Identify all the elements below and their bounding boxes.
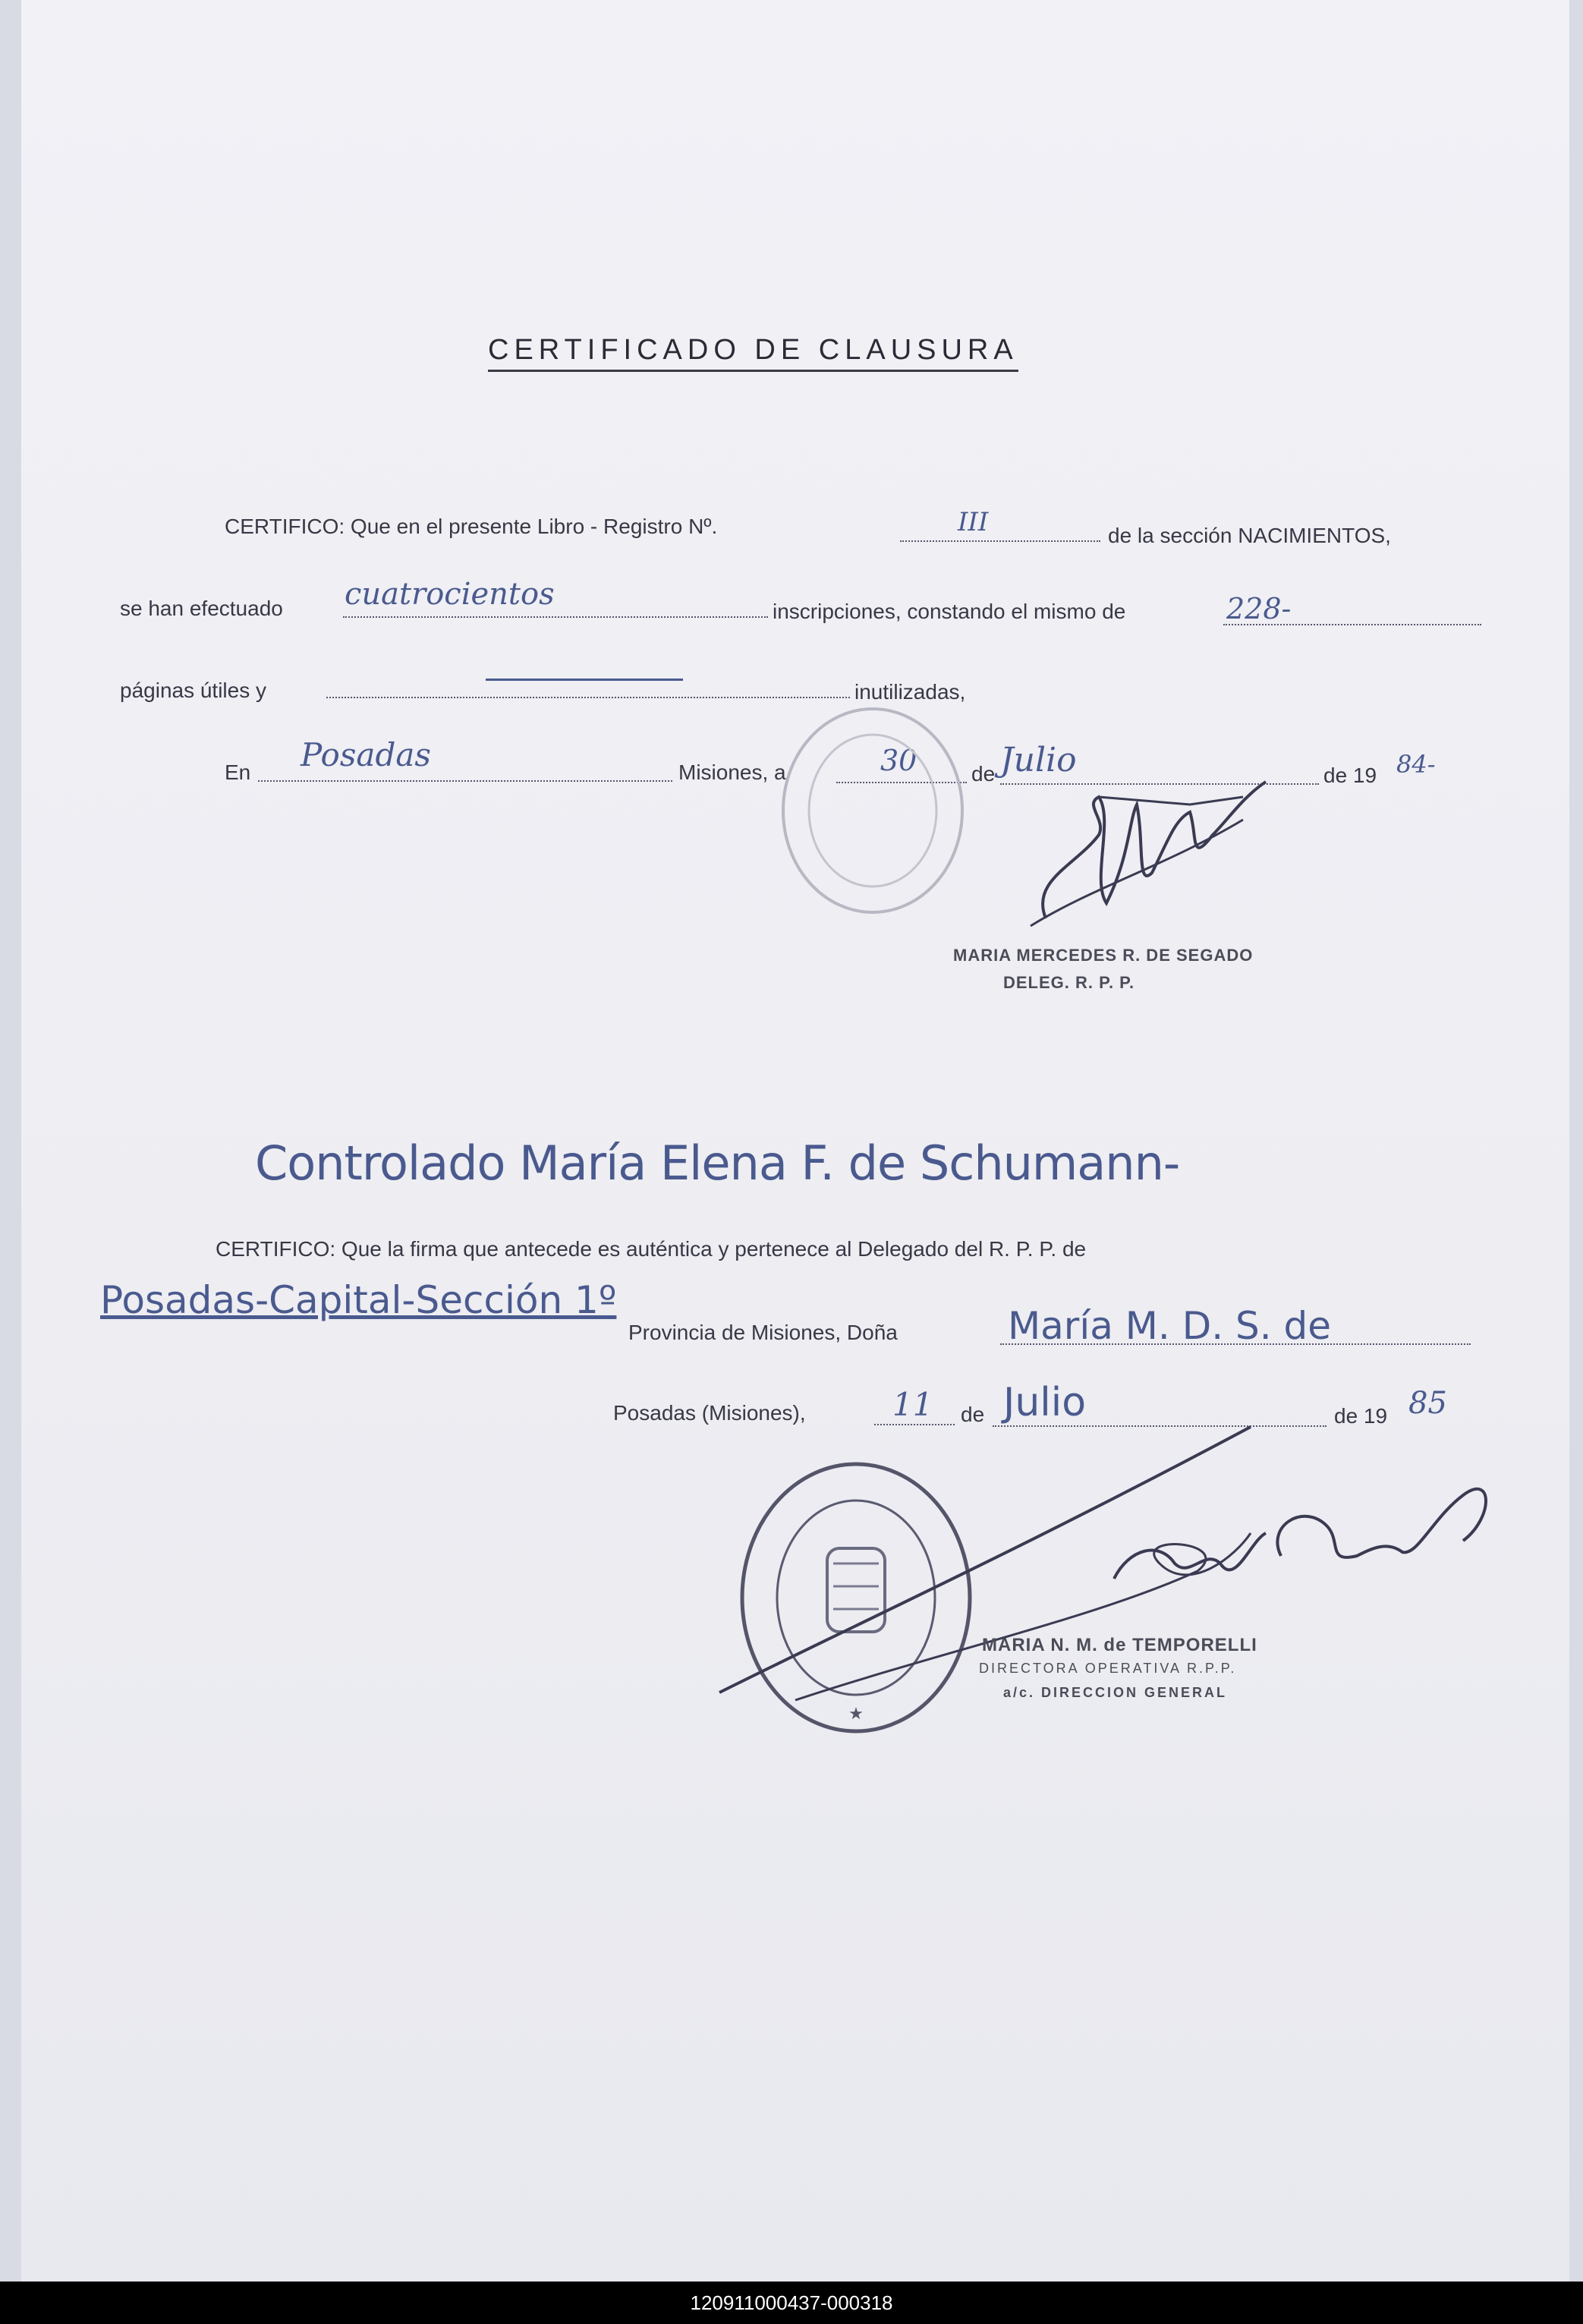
libro-dotted-line — [900, 540, 1100, 542]
signer-role: DIRECTORA OPERATIVA R.P.P. — [979, 1661, 1237, 1676]
stamp-name-1: MARIA MERCEDES R. DE SEGADO — [953, 946, 1254, 965]
libro-numero: III — [958, 507, 989, 537]
libro-line-suffix: de la sección NACIMIENTOS, — [1108, 524, 1391, 547]
round-stamp-1 — [774, 698, 979, 926]
libro-line-prefix: CERTIFICO: Que en el presente Libro - Registro Nº. — [225, 515, 718, 538]
lugar-value: Posadas — [301, 736, 431, 773]
inutilizadas-dotted-line — [326, 697, 850, 698]
inscripciones-dotted-line — [343, 616, 768, 618]
stamp-role-1: DELEG. R. P. P. — [1003, 973, 1135, 992]
paginas-value: 228- — [1226, 592, 1292, 625]
dia-value: 30 — [880, 744, 917, 777]
anio-value: 84- — [1396, 750, 1436, 779]
lugar-dotted-line — [258, 780, 672, 782]
signer-role-2: a/c. DIRECCION GENERAL — [1003, 1685, 1228, 1700]
de19-label-2: de 19 — [1334, 1404, 1388, 1428]
de19-label-1: de 19 — [1323, 764, 1377, 787]
signer-name: MARIA N. M. de TEMPORELLI — [982, 1635, 1257, 1655]
seccion-value: Posadas-Capital-Sección 1º — [100, 1278, 617, 1322]
footer-id: 120911000437-000318 — [0, 2281, 1583, 2324]
de-label-2: de — [961, 1403, 985, 1426]
inscripciones-value: cuatrocientos — [345, 577, 555, 612]
provincia-label: Provincia de Misiones, Doña — [628, 1321, 898, 1344]
inutilizadas-dash — [486, 679, 683, 681]
inscripciones-prefix: se han efectuado — [120, 597, 283, 620]
inscripciones-middle: inscripciones, constando el mismo de — [773, 600, 1126, 623]
de-label-1: de — [971, 762, 996, 786]
mes-value: Julio — [1000, 741, 1077, 779]
nombre-value: María M. D. S. de — [1008, 1304, 1332, 1348]
mes2-value: Julio — [1003, 1380, 1087, 1425]
anio2-value: 85 — [1408, 1386, 1447, 1421]
posadas-fecha-label: Posadas (Misiones), — [613, 1401, 806, 1425]
dia2-value: 11 — [892, 1386, 933, 1423]
misiones-label: Misiones, a — [678, 760, 786, 784]
en-label: En — [225, 760, 251, 784]
inutilizadas-suffix: inutilizadas, — [854, 680, 966, 704]
signature-1 — [1015, 774, 1273, 949]
paginas-prefix: páginas útiles y — [120, 679, 267, 702]
certifico-firma-line: CERTIFICO: Que la firma que antecede es auténtica y pertenece al Delegado del R. P. P. de — [216, 1237, 1087, 1261]
svg-text:★: ★ — [848, 1704, 864, 1723]
certificate-page — [21, 0, 1569, 2281]
page-title: CERTIFICADO DE CLAUSURA — [488, 334, 1018, 372]
controlado-note: Controlado María Elena F. de Schumann- — [255, 1135, 1180, 1191]
